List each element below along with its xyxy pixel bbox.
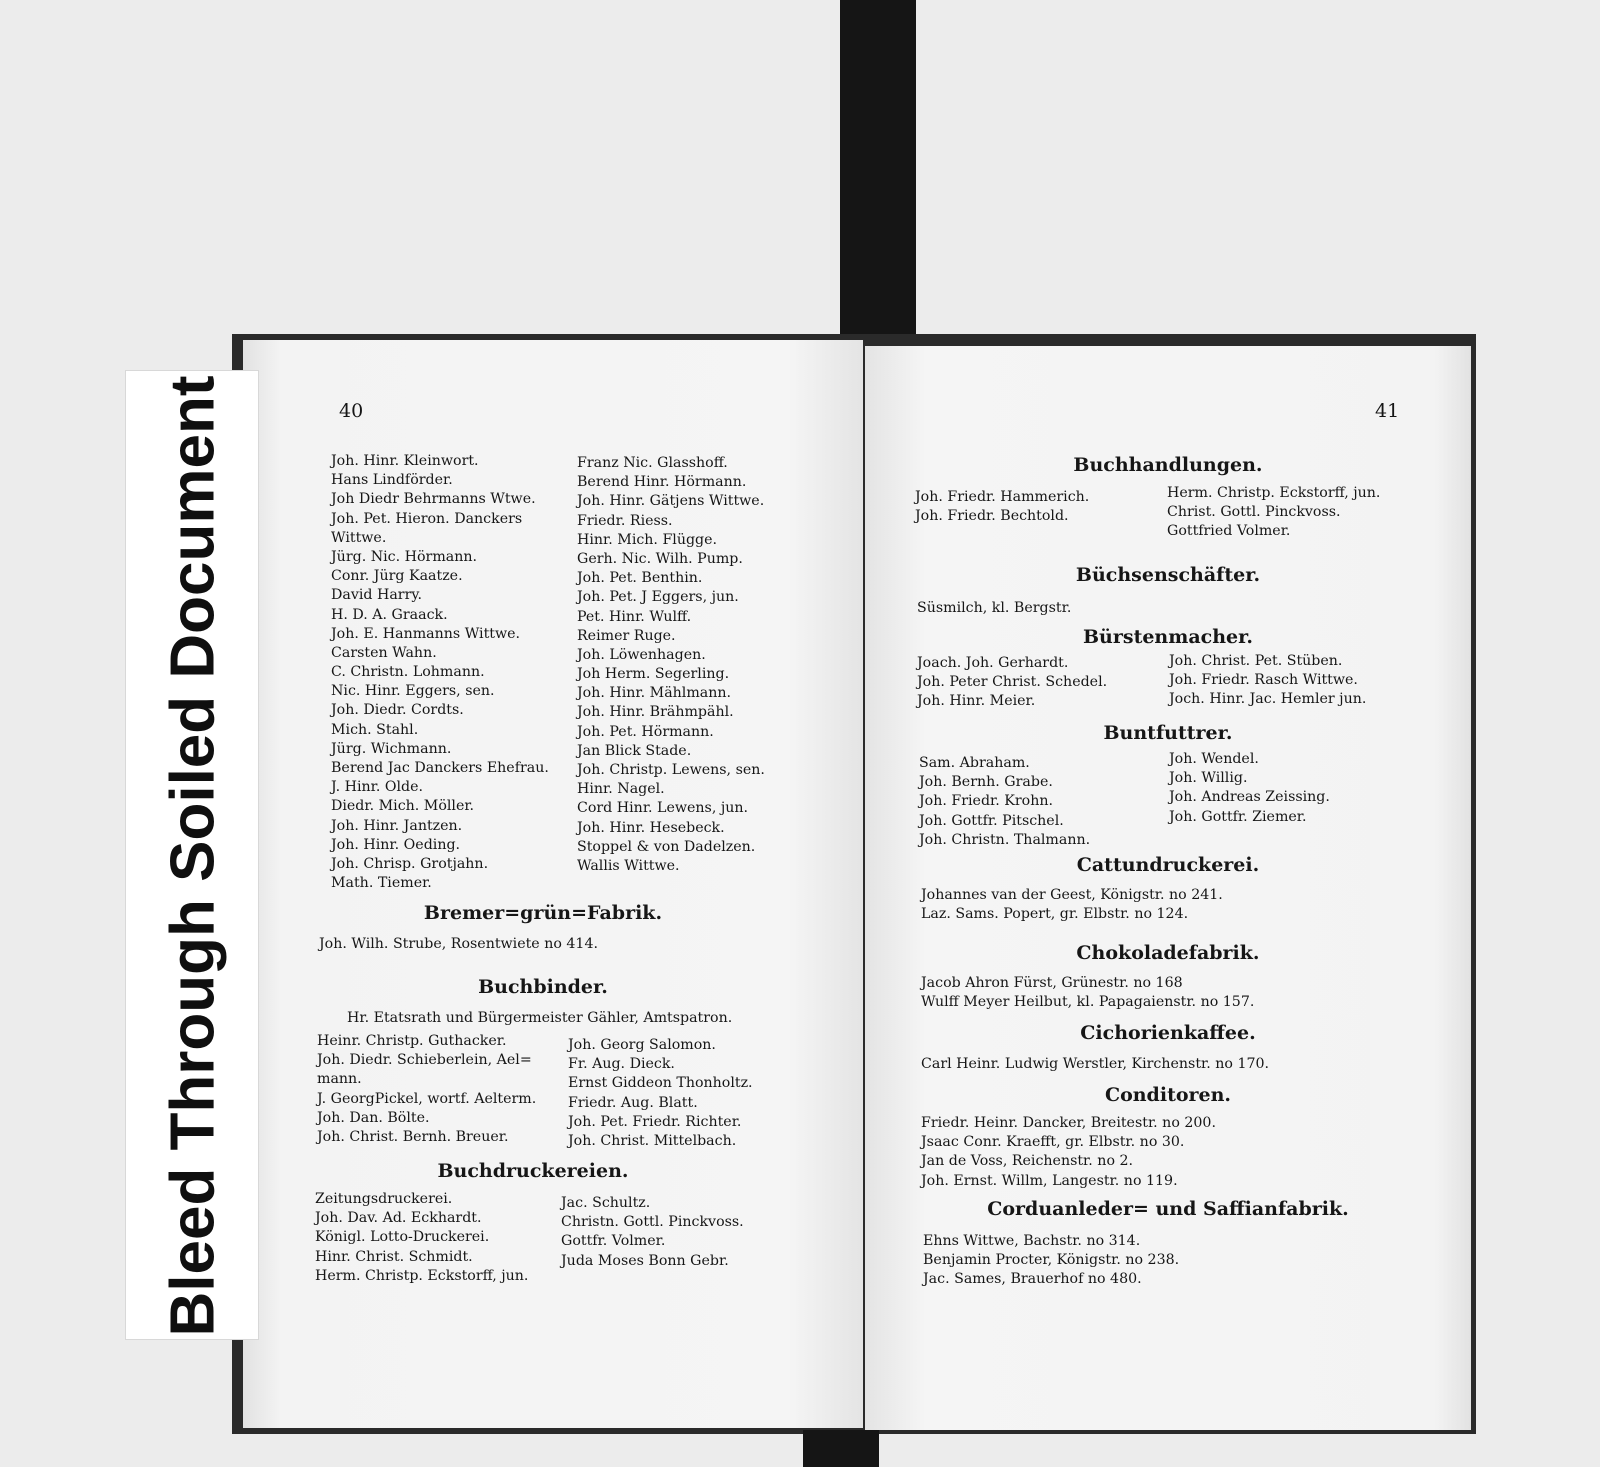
cattundruckerei-entries — [921, 886, 1223, 924]
name-entry: Conr. Jürg Kaatze. — [331, 568, 463, 585]
buerstenmacher-entry: Joh. Peter Christ. Schedel. — [917, 674, 1108, 691]
cattundruckerei-entry: Laz. Sams. Popert, gr. Elbstr. no 124. — [921, 906, 1189, 923]
name-entry: Joh. Chrisp. Grotjahn. — [331, 855, 489, 872]
name-entry: Wittwe. — [331, 529, 387, 546]
buchdruck-entry: Juda Moses Bonn Gebr. — [561, 1252, 729, 1269]
name-entry: Joh. Hinr. Brähmpähl. — [577, 704, 734, 721]
heading-buntfuttrer: Buntfuttrer. — [1103, 722, 1233, 744]
name-entry: Berend Jac Danckers Ehefrau. — [331, 760, 549, 776]
heading-buchbinder: Buchbinder. — [478, 976, 608, 998]
buchhandlungen-right-column — [1167, 484, 1380, 542]
name-entry: Joh. Diedr. Cordts. — [331, 702, 464, 719]
name-entry: Stoppel & von Dadelzen. — [577, 838, 756, 855]
buchhandlungen-left-column — [915, 488, 1089, 526]
corduan-entry: Ehns Wittwe, Bachstr. no 314. — [923, 1233, 1141, 1249]
buntfuttrer-entry: Joh. Bernh. Grabe. — [919, 774, 1053, 791]
buchdruck-right-column — [561, 1194, 744, 1271]
buntfuttrer-entry: Sam. Abraham. — [919, 755, 1030, 771]
buchbinder-entry: Heinr. Christp. Guthacker. — [317, 1033, 507, 1049]
name-entry: Jürg. Wichmann. — [331, 740, 452, 757]
heading-buchdruckereien: Buchdruckereien. — [437, 1160, 629, 1182]
buchbinder-entry: Fr. Aug. Dieck. — [568, 1056, 675, 1073]
buchbinder-entry: J. GeorgPickel, wortf. Aelterm. — [317, 1090, 537, 1107]
binding-strap-bottom — [803, 1430, 879, 1467]
name-entry: Joh. Hinr. Gätjens Wittwe. — [577, 493, 765, 510]
name-entry: Hinr. Mich. Flügge. — [577, 531, 718, 548]
name-entry: Joh. E. Hanmanns Wittwe. — [331, 625, 521, 642]
buerstenmacher-entry: Joh. Hinr. Meier. — [917, 693, 1036, 710]
chokoladefabrik-entries — [921, 974, 1254, 1012]
name-entry: Joh. Pet. Hörmann. — [577, 723, 714, 740]
chokoladefabrik-entry: Jacob Ahron Fürst, Grünestr. no 168 — [921, 975, 1183, 991]
buerstenmacher-right-column — [1169, 652, 1366, 710]
buchdruck-entry: Gottfr. Volmer. — [561, 1233, 666, 1250]
buntfuttrer-entry: Joh. Andreas Zeissing. — [1169, 789, 1330, 806]
cattundruckerei-entry: Johannes van der Geest, Königstr. no 241. — [921, 887, 1223, 903]
name-entry: David Harry. — [331, 587, 423, 604]
name-entry: Nic. Hinr. Eggers, sen. — [331, 683, 495, 700]
buchdruck-entry: Jac. Schultz. — [561, 1195, 651, 1211]
left-page — [243, 340, 863, 1428]
name-entry: Cord Hinr. Lewens, jun. — [577, 800, 749, 817]
buntfuttrer-right-column — [1169, 750, 1330, 827]
buechsenschaefter-entry: Süsmilch, kl. Bergstr. — [917, 600, 1072, 616]
buerstenmacher-entry: Joh. Christ. Pet. Stüben. — [1169, 653, 1343, 669]
name-entry: Pet. Hinr. Wulff. — [577, 608, 692, 625]
heading-cattundruckerei: Cattundruckerei. — [1076, 854, 1260, 876]
heading-corduanleder-saffianfabrik: Corduanleder= und Saffianfabrik. — [987, 1198, 1349, 1220]
name-list-right-column — [577, 454, 765, 876]
buerstenmacher-entry: Joch. Hinr. Jac. Hemler jun. — [1169, 691, 1367, 708]
heading-buechsenschaefter: Büchsenschäfter. — [1075, 564, 1261, 586]
bremer-entry: Joh. Wilh. Strube, Rosentwiete no 414. — [319, 936, 598, 952]
name-entry: Joh. Christp. Lewens, sen. — [577, 762, 765, 778]
buntfuttrer-entry: Joh. Friedr. Krohn. — [919, 793, 1053, 810]
buchdruck-entry: Herm. Christp. Eckstorff, jun. — [315, 1267, 529, 1284]
name-entry: Berend Hinr. Hörmann. — [577, 474, 747, 491]
name-entry: Joh. Hinr. Kleinwort. — [331, 453, 479, 469]
name-entry: Wallis Wittwe. — [577, 857, 680, 874]
buchbinder-right-column — [568, 1036, 753, 1151]
buchhandlung-entry: Joh. Friedr. Hammerich. — [915, 489, 1090, 505]
buchdruck-entry: Christn. Gottl. Pinckvoss. — [561, 1214, 744, 1231]
buerstenmacher-left-column — [917, 654, 1107, 712]
buchbinder-entry: Ernst Giddeon Thonholtz. — [568, 1075, 753, 1092]
conditor-entry: Jan de Voss, Reichenstr. no 2. — [921, 1153, 1134, 1170]
name-entry: Jürg. Nic. Hörmann. — [331, 548, 478, 565]
corduan-entry: Benjamin Procter, Königstr. no 238. — [923, 1252, 1180, 1269]
name-entry: Joh. Hinr. Mählmann. — [577, 685, 732, 702]
buchdruck-entry: Königl. Lotto-Druckerei. — [315, 1229, 490, 1246]
buntfuttrer-entry: Joh. Willig. — [1169, 770, 1248, 787]
buntfuttrer-entry: Joh. Christn. Thalmann. — [919, 831, 1091, 848]
name-entry: Joh. Pet. Hieron. Danckers — [331, 510, 523, 527]
name-entry: Joh Diedr Behrmanns Wtwe. — [331, 491, 536, 508]
conditoren-entries — [921, 1114, 1216, 1191]
name-entry: Math. Tiemer. — [331, 875, 432, 892]
name-entry: Friedr. Riess. — [577, 512, 673, 529]
name-entry: Joh. Pet. Benthin. — [577, 570, 703, 587]
name-entry: Joh. Hinr. Hesebeck. — [577, 819, 725, 836]
buchbinder-entry: Joh. Pet. Friedr. Richter. — [568, 1113, 742, 1130]
name-entry: Mich. Stahl. — [331, 721, 419, 738]
name-entry: Joh. Hinr. Oeding. — [331, 836, 461, 853]
buchdruck-left-column — [315, 1190, 528, 1286]
corduan-entries — [923, 1232, 1179, 1290]
buchbinder-entry: Joh. Christ. Mittelbach. — [568, 1132, 737, 1149]
name-entry: J. Hinr. Olde. — [331, 779, 424, 796]
heading-chokoladefabrik: Chokoladefabrik. — [1076, 942, 1260, 964]
cichorienkaffee-entry: Carl Heinr. Ludwig Werstler, Kirchenstr. no 170. — [921, 1056, 1270, 1072]
name-list-left-column — [331, 452, 549, 893]
buchbinder-entry: Joh. Dan. Bölte. — [317, 1109, 430, 1126]
heading-buchhandlungen: Buchhandlungen. — [1073, 454, 1263, 476]
conditor-entry: Joh. Ernst. Willm, Langestr. no 119. — [921, 1172, 1178, 1189]
buchbinder-entry: Joh. Christ. Bernh. Breuer. — [317, 1128, 509, 1145]
name-entry: Franz Nic. Glasshoff. — [577, 455, 728, 471]
name-entry: H. D. A. Graack. — [331, 606, 448, 623]
buchhandlung-entry: Herm. Christp. Eckstorff, jun. — [1167, 485, 1381, 501]
right-page — [865, 346, 1471, 1430]
overlay-label-card — [125, 370, 259, 1340]
buerstenmacher-entry: Joach. Joh. Gerhardt. — [917, 655, 1069, 671]
conditor-entry: Jsaac Conr. Kraefft, gr. Elbstr. no 30. — [921, 1134, 1185, 1151]
buerstenmacher-entry: Joh. Friedr. Rasch Wittwe. — [1169, 672, 1358, 689]
buntfuttrer-entry: Joh. Gottfr. Pitschel. — [919, 812, 1064, 829]
conditor-entry: Friedr. Heinr. Dancker, Breitestr. no 200. — [921, 1115, 1216, 1131]
chokoladefabrik-entry: Wulff Meyer Heilbut, kl. Papagaienstr. no 157. — [921, 994, 1255, 1011]
buchbinder-entry: Joh. Georg Salomon. — [568, 1037, 716, 1053]
name-entry: Diedr. Mich. Möller. — [331, 798, 475, 815]
buchhandlung-entry: Joh. Friedr. Bechtold. — [915, 508, 1069, 525]
name-entry: Joh. Pet. J Eggers, jun. — [577, 589, 739, 606]
name-entry: Carsten Wahn. — [331, 644, 437, 661]
name-entry: Hinr. Nagel. — [577, 781, 665, 798]
heading-bremer-gruen-fabrik: Bremer=grün=Fabrik. — [423, 902, 663, 924]
page-number-left: 40 — [339, 400, 364, 422]
buchbinder-entry: Joh. Diedr. Schieberlein, Ael= — [317, 1052, 532, 1069]
binding-strap-top — [840, 0, 916, 356]
name-entry: Jan Blick Stade. — [577, 742, 692, 759]
name-entry: Joh. Löwenhagen. — [577, 646, 706, 663]
name-entry: Hans Lindförder. — [331, 472, 453, 489]
corduan-entry: Jac. Sames, Brauerhof no 480. — [923, 1271, 1142, 1288]
buchdruck-entry: Zeitungsdruckerei. — [315, 1191, 453, 1207]
heading-cichorienkaffee: Cichorienkaffee. — [1080, 1022, 1256, 1044]
buchdruck-entry: Joh. Dav. Ad. Eckhardt. — [315, 1210, 482, 1227]
buchbinder-left-column — [317, 1032, 536, 1147]
heading-buerstenmacher: Bürstenmacher. — [1082, 626, 1254, 648]
name-entry: Gerh. Nic. Wilh. Pump. — [577, 550, 743, 567]
name-entry: Joh. Hinr. Jantzen. — [331, 817, 463, 834]
page-number-right: 41 — [1375, 400, 1400, 422]
buntfuttrer-entry: Joh. Wendel. — [1169, 751, 1259, 767]
buchhandlung-entry: Gottfried Volmer. — [1167, 523, 1291, 540]
heading-conditoren: Conditoren. — [1104, 1084, 1232, 1106]
buchbinder-entry: Friedr. Aug. Blatt. — [568, 1094, 698, 1111]
name-entry: Reimer Ruge. — [577, 627, 676, 644]
buchhandlung-entry: Christ. Gottl. Pinckvoss. — [1167, 504, 1341, 521]
name-entry: C. Christn. Lohmann. — [331, 664, 485, 681]
buntfuttrer-left-column — [919, 754, 1090, 850]
buchdruck-entry: Hinr. Christ. Schmidt. — [315, 1248, 473, 1265]
name-entry: Joh Herm. Segerling. — [577, 666, 730, 683]
buntfuttrer-entry: Joh. Gottfr. Ziemer. — [1169, 808, 1307, 825]
buchbinder-entry: mann. — [317, 1071, 362, 1088]
overlay-label-text: Bleed Through Soiled Document — [158, 375, 228, 1337]
buchbinder-patron: Hr. Etatsrath und Bürgermeister Gähler, Amtspatron. — [347, 1010, 733, 1026]
